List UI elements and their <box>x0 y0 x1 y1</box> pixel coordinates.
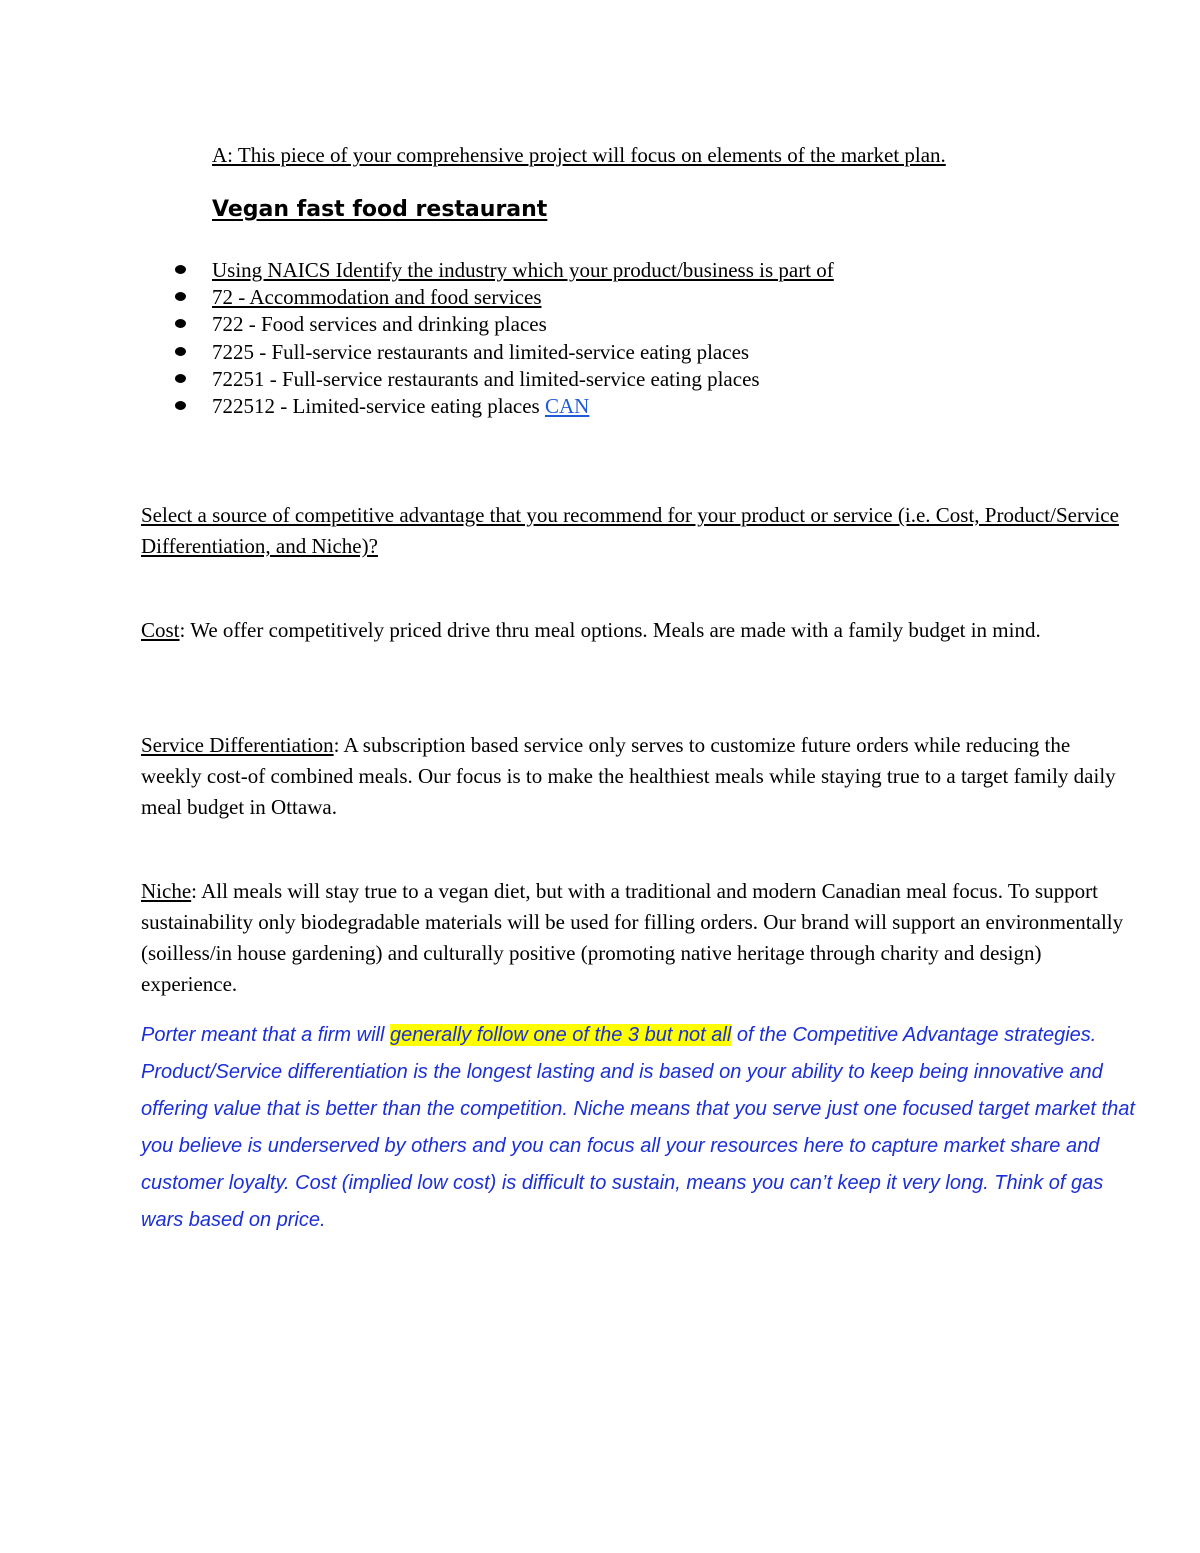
list-item <box>0 366 1200 393</box>
document-title: Vegan fast food restaurant <box>212 197 548 222</box>
naics-item-text: 72251 - Full-service restaurants and limited-service eating places <box>212 366 760 391</box>
list-item <box>0 311 1200 338</box>
naics-list <box>0 257 1200 420</box>
feedback-highlight: generally follow one of the 3 but not all <box>389 1024 732 1046</box>
bullet-icon <box>175 265 186 274</box>
niche-paragraph <box>141 876 1131 1000</box>
list-item <box>0 393 1200 420</box>
list-item <box>0 257 1200 284</box>
competitive-advantage-question: Select a source of competitive advantage that you recommend for your product or service (i.e. Cost, Product/Service Differentiation, and Niche)? <box>141 503 1119 558</box>
niche-text: : All meals will stay true to a vegan diet, but with a traditional and modern Canadian meal focus. To support sustainability only biodegradable materials will be used for filling orders. Our brand will support an environmentally (soilless/in house gardening) and culturally positive (promoting native heritage through charity and design) experience. <box>141 879 1124 996</box>
cost-paragraph <box>141 615 1131 646</box>
naics-item-text: 722 - Food services and drinking places <box>212 312 547 337</box>
naics-item-text <box>212 393 589 420</box>
naics-item-label: 722512 - Limited-service eating places <box>212 393 545 418</box>
list-item <box>0 284 1200 311</box>
cost-text: : We offer competitively priced drive thru meal options. Meals are made with a family budget in mind. <box>179 618 1041 642</box>
cost-label: Cost <box>141 618 180 642</box>
intro-line: A: This piece of your comprehensive project will focus on elements of the market plan. <box>212 143 946 167</box>
bullet-icon <box>175 292 186 301</box>
can-link[interactable]: CAN <box>544 393 590 418</box>
feedback-after: of the Competitive Advantage strategies. Product/Service differentiation is the longest lasting and is based on your ability to keep being innovative and offering value that is better than the competition. Niche means that you serve just one focused target market that you believe is underserved by others and you can focus all your resources here to capture market share and customer loyalty. Cost (implied low cost) is difficult to sustain, means you can’t keep it very long. Think of gas wars based on price. <box>141 1024 1135 1231</box>
service-paragraph <box>141 730 1131 823</box>
service-label: Service Differentiation <box>141 733 334 757</box>
naics-item-text: 7225 - Full-service restaurants and limited-service eating places <box>212 339 750 364</box>
bullet-icon <box>175 401 186 410</box>
service-text: : A subscription based service only serves to customize future orders while reducing the weekly cost-of combined meals. Our focus is to make the healthiest meals while staying true to a target family daily meal budget in Ottawa. <box>141 733 1116 819</box>
instructor-feedback <box>141 1017 1141 1239</box>
bullet-icon <box>175 347 186 356</box>
bullet-icon <box>175 319 186 328</box>
naics-item-text: Using NAICS Identify the industry which your product/business is part of <box>212 258 834 282</box>
list-item <box>0 339 1200 366</box>
niche-label: Niche <box>141 879 192 903</box>
feedback-before: Porter meant that a firm will <box>141 1024 390 1046</box>
bullet-icon <box>175 374 186 383</box>
naics-item-text: 72 - Accommodation and food services <box>212 285 542 310</box>
